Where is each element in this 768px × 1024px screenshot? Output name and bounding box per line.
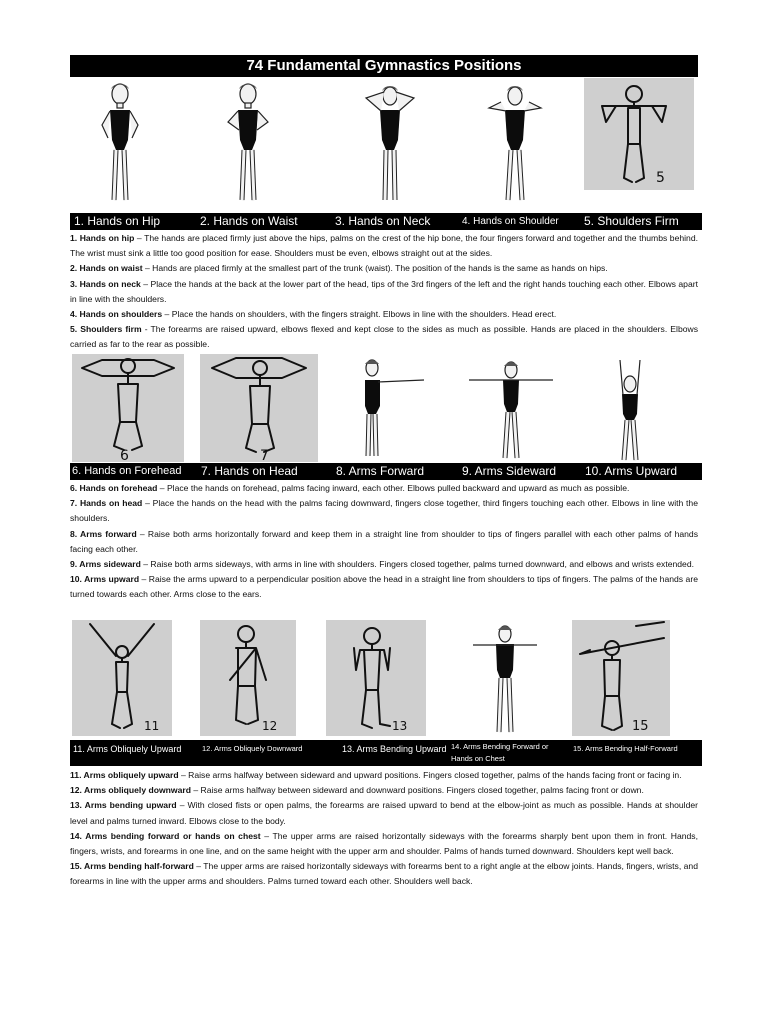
description-item: 3. Hands on neck – Place the hands at the back at the lower part of the head, tips of the 3rd fingers of the left and the right hands touching each other. Elbows apart in line with the shoulders. <box>70 278 698 304</box>
caption-arms-obliquely-upward: 11. Arms Obliquely Upward <box>73 744 182 754</box>
figure-arms-forward <box>350 356 430 462</box>
caption-arms-forward: 8. Arms Forward <box>336 464 425 478</box>
description-item: 15. Arms bending half-forward – The upper arms are raised horizontally sideways with forearms bent to a right angle at the elbow joints. Hands, fingers, wrists, and forearms in line with the upper arms and shoulders. Palms turned toward each other. Shoulders well back. <box>70 861 698 887</box>
caption-shoulders-firm: 5. Shoulders Firm <box>584 214 679 228</box>
description-item: 9. Arms sideward – Raise both arms sideways, with arms in line with shoulders. Fingers closed together, palms turned downward, and elbows and wrists extended. <box>70 559 694 570</box>
figure-hands-on-waist <box>208 80 288 208</box>
figure-number: 13 <box>392 719 408 733</box>
caption-bar-row3 <box>70 740 702 766</box>
figure-arms-upward <box>600 358 660 462</box>
caption-arms-bending-forward: 14. Arms Bending Forward or Hands on Chest <box>451 742 549 763</box>
caption-hands-on-neck: 3. Hands on Neck <box>335 214 431 228</box>
caption-arms-obliquely-downward: 12. Arms Obliquely Downward <box>202 744 303 753</box>
figure-number: 6 <box>120 448 129 462</box>
figure-arms-bending-half-forward <box>572 620 670 736</box>
figure-hands-on-head <box>200 354 318 462</box>
caption-bar-row1 <box>70 213 702 230</box>
caption-hands-on-head: 7. Hands on Head <box>201 464 298 478</box>
figure-number: 11 <box>144 719 160 733</box>
caption-hands-on-shoulder: 4. Hands on Shoulder <box>462 216 559 227</box>
figure-number: 15 <box>632 719 649 734</box>
descriptions-row2 <box>70 481 698 603</box>
figure-arms-bending-upward <box>326 620 426 736</box>
caption-arms-bending-upward: 13. Arms Bending Upward <box>342 744 447 754</box>
figure-number: 5 <box>656 170 665 186</box>
figure-arms-sideward <box>465 358 557 462</box>
figure-hands-on-hip <box>80 80 160 208</box>
caption-bar-row2 <box>70 463 702 480</box>
caption-arms-bending-half-forward: 15. Arms Bending Half-Forward <box>573 744 678 753</box>
description-item: 13. Arms bending upward – With closed fists or open palms, the forearms are raised upward to bend at the elbow-joint as much as possible. Hands at shoulder level and palms turned inward. Elbows close to the body. <box>70 800 698 826</box>
description-item: 12. Arms obliquely downward – Raise arms halfway between sideward and downward positions. Fingers closed together, palms facing front or down. <box>70 785 644 796</box>
caption-arms-sideward: 9. Arms Sideward <box>462 464 557 478</box>
figure-hands-on-shoulder <box>475 80 555 208</box>
description-item: 7. Hands on head – Place the hands on the head with the palms facing downward, fingers close together, third fingers touching each other. Elbows in line with the shoulders. <box>70 498 698 524</box>
description-item: 4. Hands on shoulders – Place the hands on shoulders, with the fingers straight. Elbows in line with the shoulders. Head erect. <box>70 309 557 320</box>
descriptions-row3 <box>70 768 698 890</box>
description-item: 1. Hands on hip – The hands are placed firmly just above the hips, palms on the crest of the hip bone, the four fingers forward and together and the thumbs behind. The wrist must sink a little too good position for ease. Shoulders must be even, elbows straight out at the sides. <box>70 233 699 259</box>
description-item: 2. Hands on waist – Hands are placed firmly at the smallest part of the trunk (waist). The position of the hands is the same as hands on hips. <box>70 263 608 274</box>
description-item: 14. Arms bending forward or hands on chest – The upper arms are raised horizontally sideways with the forearms sharply bent upon them in front. Hands, fingers, wrists, and forearms in one line, and on the same height with the upper arm and shoulder. Palms of hands turned downward. Shoulders kept well back. <box>70 830 698 857</box>
description-item: 6. Hands on forehead – Place the hands on forehead, palms facing inward, each other. Elbows pulled backward and upward as much as possible. <box>70 483 630 493</box>
descriptions-row1 <box>70 231 698 353</box>
description-item: 11. Arms obliquely upward – Raise arms halfway between sideward and upward positions. Fingers closed together, palms of the hands facing front or facing in. <box>70 770 682 780</box>
description-item: 5. Shoulders firm - The forearms are raised upward, elbows flexed and kept close to the sides as much as possible. Hands are placed in the shoulders. Elbows carried as far to the rear as possible. <box>70 324 699 350</box>
figure-shoulders-firm <box>584 78 694 190</box>
figure-hands-on-neck <box>350 80 430 208</box>
figure-number: 12 <box>262 719 278 733</box>
figure-hands-on-forehead <box>72 354 184 462</box>
figure-arms-bending-forward <box>465 622 545 736</box>
description-item: 8. Arms forward – Raise both arms horizontally forward and keep them in a straight line from shoulder to tips of fingers parallel with each other palms of hands facing each other. <box>70 528 698 554</box>
figure-arms-obliquely-upward <box>72 620 172 736</box>
caption-arms-upward: 10. Arms Upward <box>585 464 678 478</box>
page-title: 74 Fundamental Gymnastics Positions <box>70 55 698 77</box>
caption-hands-on-hip: 1. Hands on Hip <box>74 214 161 228</box>
caption-hands-on-forehead: 6. Hands on Forehead <box>72 465 182 477</box>
figure-number: 7 <box>260 448 269 462</box>
figure-arms-obliquely-downward <box>200 620 296 736</box>
description-item: 10. Arms upward – Raise the arms upward to a perpendicular position above the head in a straight line from shoulders to tips of fingers. The palms of the hands are turned towards each other. Arms close to the ears. <box>70 574 698 600</box>
caption-hands-on-waist: 2. Hands on Waist <box>200 214 298 228</box>
